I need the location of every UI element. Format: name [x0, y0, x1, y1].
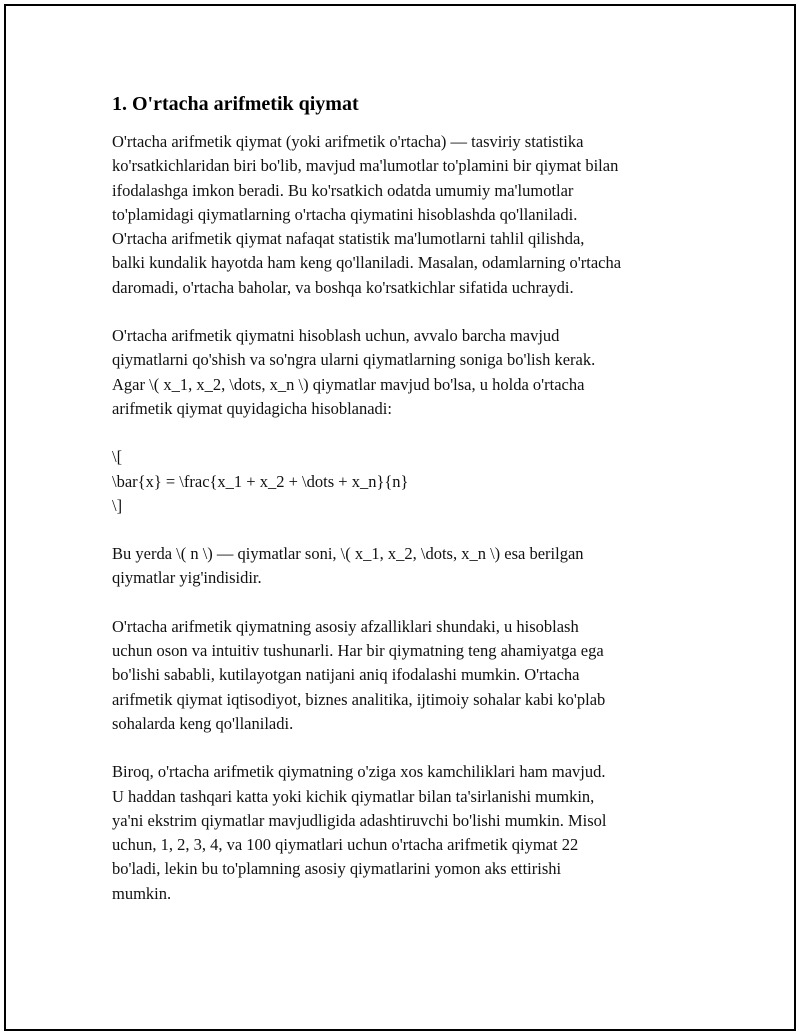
section-heading: 1. O'rtacha arifmetik qiymat: [112, 93, 359, 115]
paragraph-advantages: [112, 615, 692, 736]
paragraph-disadvantages: [112, 760, 692, 906]
text-line: bo'ladi, lekin bu to'plamning asosiy qiymatlarini yomon aks ettirishi: [112, 859, 562, 879]
text-line: to'plamidagi qiymatlarning o'rtacha qiymatini hisoblashda qo'llaniladi.: [112, 204, 578, 224]
text-line: arifmetik qiymat iqtisodiyot, biznes analitika, ijtimoiy sohalar kabi ko'plab: [112, 689, 606, 709]
text-line: bo'lishi sababli, kutilayotgan natijani aniq ifodalashi mumkin. O'rtacha: [112, 665, 580, 685]
text-line: daromadi, o'rtacha baholar, va boshqa ko'rsatkichlar sifatida uchraydi.: [112, 277, 574, 297]
text-line: qiymatlar yig'indisidir.: [112, 568, 262, 588]
paragraph-calculation: [112, 324, 692, 421]
text-line: U haddan tashqari katta yoki kichik qiymatlar bilan ta'sirlanishi mumkin,: [112, 786, 595, 806]
formula-line: \bar{x} = \frac{x_1 + x_2 + \dots + x_n}{n}: [112, 471, 409, 491]
text-line: O'rtacha arifmetik qiymatning asosiy afzalliklari shundaki, u hisoblash: [112, 616, 579, 636]
text-line: Biroq, o'rtacha arifmetik qiymatning o'ziga xos kamchiliklari ham mavjud.: [112, 762, 606, 782]
formula-block: [112, 445, 692, 518]
text-line: uchun oson va intuitiv tushunarli. Har bir qiymatning teng ahamiyatga ega: [112, 641, 604, 661]
text-line: mumkin.: [112, 883, 172, 903]
text-line: uchun, 1, 2, 3, 4, va 100 qiymatlari uchun o'rtacha arifmetik qiymat 22: [112, 835, 579, 855]
document-body: [112, 92, 692, 930]
text-line: O'rtacha arifmetik qiymatni hisoblash uchun, avvalo barcha mavjud: [112, 326, 560, 346]
text-line: ifodalashga imkon beradi. Bu ko'rsatkich odatda umumiy ma'lumotlar: [112, 180, 574, 200]
text-line: sohalarda keng qo'llaniladi.: [112, 713, 294, 733]
text-line: ko'rsatkichlaridan biri bo'lib, mavjud ma'lumotlar to'plamini bir qiymat bilan: [112, 156, 619, 176]
paragraph-definitions: [112, 542, 692, 591]
text-line: qiymatlarni qo'shish va so'ngra ularni qiymatlarning soniga bo'lish kerak.: [112, 350, 596, 370]
text-line: arifmetik qiymat quyidagicha hisoblanadi:: [112, 398, 392, 418]
formula-line: \[: [112, 447, 123, 467]
text-line: O'rtacha arifmetik qiymat nafaqat statistik ma'lumotlarni tahlil qilishda,: [112, 229, 585, 249]
text-line: balki kundalik hayotda ham keng qo'llaniladi. Masalan, odamlarning o'rtacha: [112, 253, 622, 273]
text-line: Agar \( x_1, x_2, \dots, x_n \) qiymatlar mavjud bo'lsa, u holda o'rtacha: [112, 374, 585, 394]
formula-line: \]: [112, 495, 123, 515]
text-line: Bu yerda \( n \) — qiymatlar soni, \( x_1, x_2, \dots, x_n \) esa berilgan: [112, 544, 584, 564]
text-line: ya'ni ekstrim qiymatlar mavjudligida adashtiruvchi bo'lishi mumkin. Misol: [112, 810, 607, 830]
paragraph-intro: [112, 130, 692, 300]
text-line: O'rtacha arifmetik qiymat (yoki arifmetik o'rtacha) — tasviriy statistika: [112, 132, 584, 151]
